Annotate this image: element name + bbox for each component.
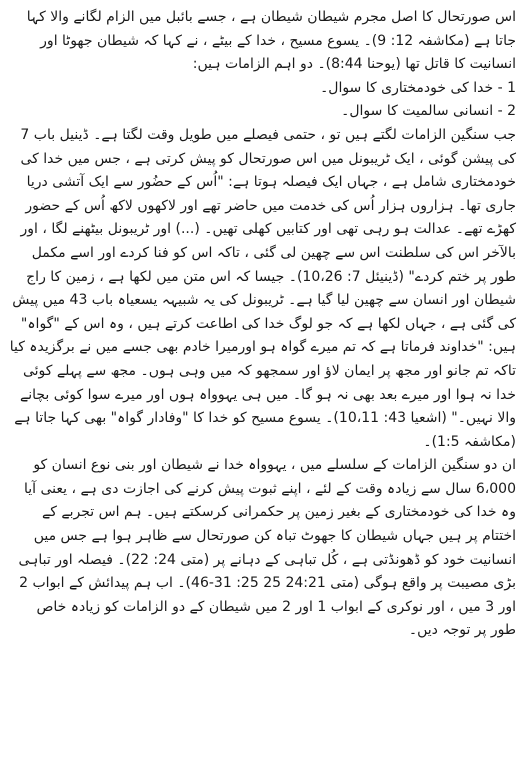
tribunal-paragraph: جب سنگین الزامات لگتے ہیں تو ، حتمی فیصلے میں طویل وقت لگتا ہے۔ ڈینیل باب 7 کی پیشن گوئی ، ایک ٹریبونل میں اس صورتحال کو پیش کرتی ہے ، جس میں خدا کی خودمختاری شامل ہے ، جہاں ایک فیصلہ ہوتا ہے: "اُس کے حضُور سے ایک آتشی دریا جاری تھا۔ ہزاروں ہزار اُس کی خدمت میں حاضر تھے اور لاکھوں لاکھ اُس کے حضور کھڑے تھے۔ عدالت ہو رہی تھی اور کتابیں کھلی تھیں۔ (...) اور ٹریبونل بیٹھنے لگا ، اور بالآخر اس کی سلطنت اس سے چھین لی گئی ، تاکہ اس کو فنا کردے اور اسے مکمل طور پر ختم کردے" (ڈینیئل 7: 10،26)۔ جیسا کہ اس متن میں لکھا ہے ، زمین کا راج شیطان اور انسان سے چھین لیا گیا ہے۔ ٹریبونل کی یہ شبیہہ یسعیاہ باب 43 میں پیش کی گئی ہے ، جہاں لکھا ہے کہ جو لوگ خدا کی اطاعت کرتے ہیں ، وہ اس کے "گواہ" ہیں: "خداوند فرماتا ہے کہ تم میرے گواہ ہو اورمیرا خادم بھی جسے میں نے برگزیدہ کیا تاکہ تم جانو اور مجھ پر ایمان لاؤ اور سمجھو کہ میں وہی ہوں۔ مجھ سے پہلے کوئی خدا نہ ہوا اور میرے بعد بھی نہ ہو گا۔ میں ہی یہوواہ ہوں اور میرے سوا کوئی بچانے والا نہیں۔" (اشعیا 43: 10،11)۔ یسوع مسیح کو خدا کا "وفادار گواہ" بھی کہا جاتا ہے (مکاشفہ 1:5)۔ <box>9 126 516 450</box>
accusation-item-1: 1 - خدا کی خودمختاری کا سوال۔ <box>320 79 516 96</box>
intro-paragraph: اس صورتحال کا اصل مجرم شیطان شیطان ہے ، جسے بائبل میں الزام لگانے والا کہا جاتا ہے (مکاشفہ 12: 9)۔ یسوع مسیح ، خدا کے بیٹے ، نے کہا کہ شیطان جھوٹا اور انسانیت کا قاتل تھا (یوحنا 8:44)۔ دو اہم الزامات ہیں: <box>26 9 516 73</box>
accusation-item-2: 2 - انسانی سالمیت کا سوال۔ <box>341 103 516 120</box>
conclusion-paragraph: ان دو سنگین الزامات کے سلسلے میں ، یہوواہ خدا نے شیطان اور بنی نوع انسان کو 6،000 سال سے زیادہ وقت کے لئے ، اپنے ثبوت پیش کرنے کی اجازت دی ہے ، یعنی آیا وہ خدا کی خودمختاری کے بغیر زمین پر حکمرانی کرسکتے ہیں۔ ہم اس تجربے کے اختتام پر ہیں جہاں شیطان کا جھوٹ تباہ کن صورتحال سے ظاہر ہوا ہے جس میں انسانیت خود کو ڈھونڈتی ہے ، کُل تباہی کے دہانے پر (متی 24: 22)۔ فیصلہ اور تباہی بڑی مصیبت پر واقع ہوگی (متی 24:21 25 25: 31-46)۔ اب ہم پیدائش کے ابواب 2 اور 3 میں ، اور نوکری کے ابواب 1 اور 2 میں شیطان کے دو الزامات کو زیادہ خاص طور پر توجہ دیں۔ <box>18 457 516 639</box>
